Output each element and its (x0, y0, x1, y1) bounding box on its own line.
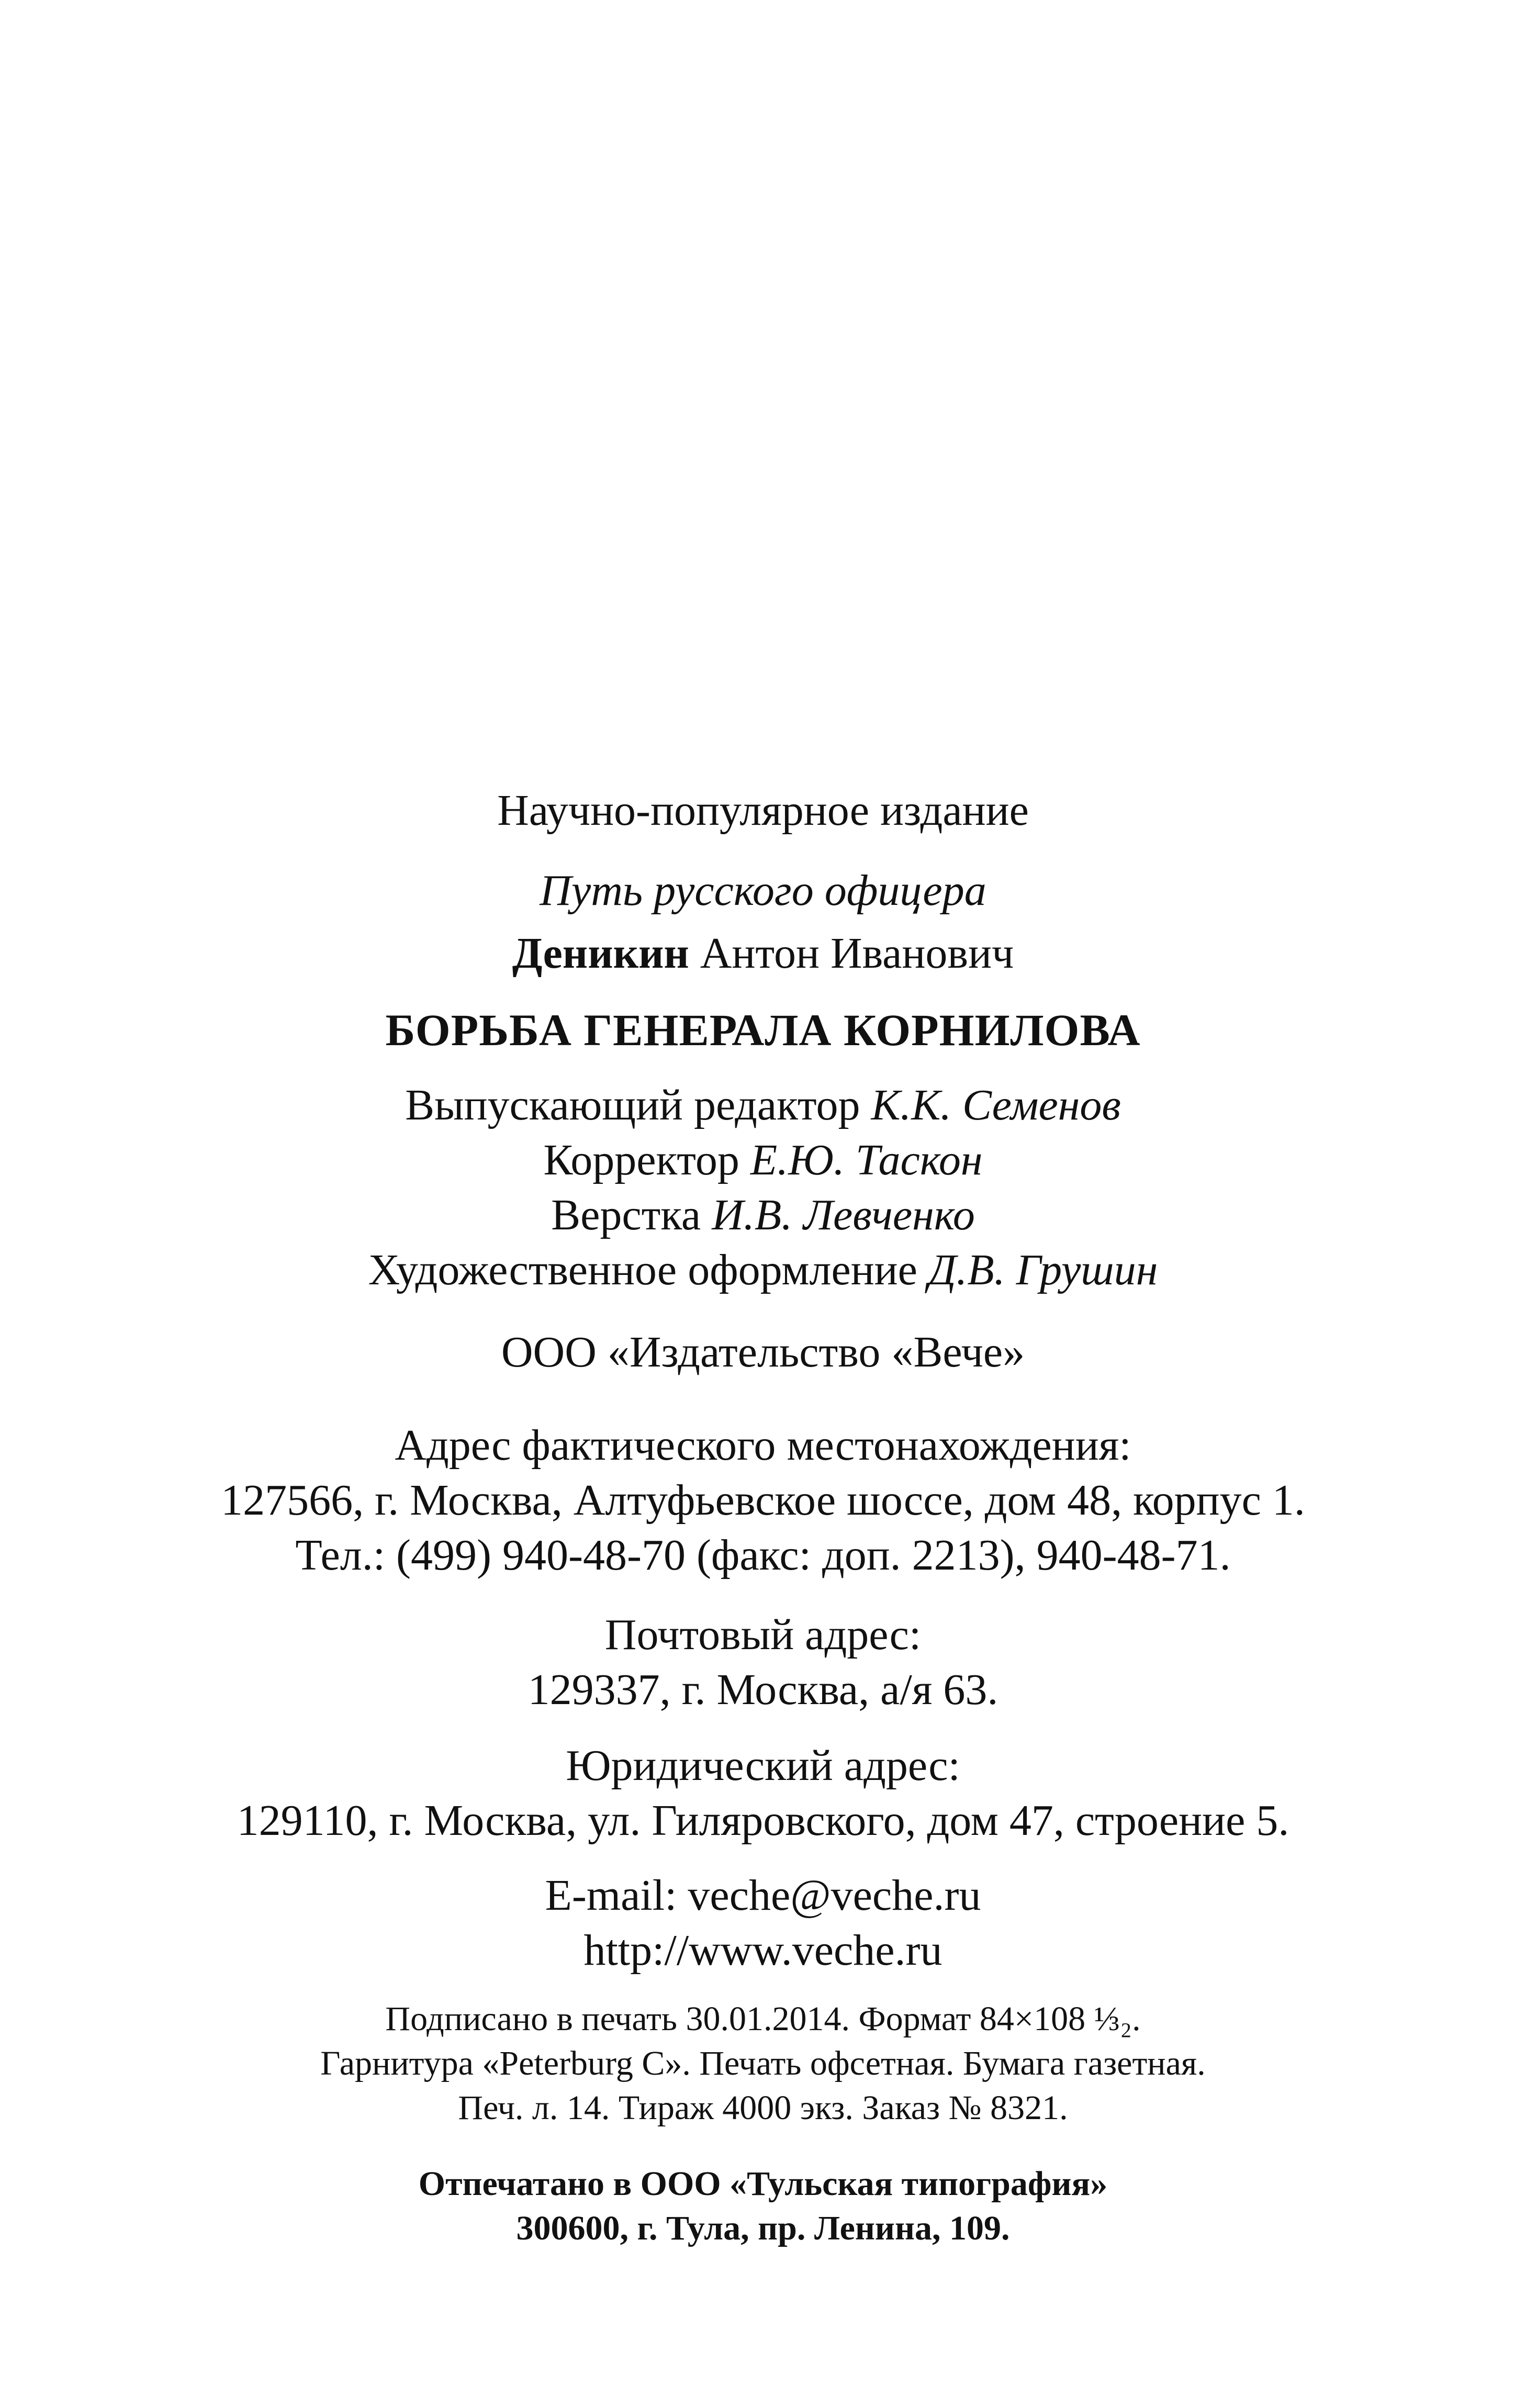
publisher-name: ООО «Издательство «Вече» (501, 1328, 1025, 1376)
credit-person: Е.Ю. Таскон (750, 1136, 983, 1184)
credit-person: К.К. Семенов (871, 1081, 1121, 1129)
book-title: БОРЬБА ГЕНЕРАЛА КОРНИЛОВА (385, 1005, 1141, 1055)
legal-address-label: Юридический адрес: (566, 1741, 960, 1790)
author-surname: Деникин (512, 929, 689, 978)
credit-role: Корректор (543, 1136, 739, 1184)
website-link[interactable]: http://www.veche.ru (584, 1926, 942, 1975)
series-title: Путь русского офицера (540, 866, 986, 915)
credit-role: Выпускающий редактор (405, 1081, 860, 1129)
credit-person: Д.В. Грушин (928, 1246, 1158, 1294)
actual-address: 127566, г. Москва, Алтуфьевское шоссе, дом 48, корпус 1. (221, 1476, 1305, 1525)
credit-line (0, 1248, 1526, 1292)
credit-person: И.В. Левченко (712, 1191, 975, 1239)
legal-address: 129110, г. Москва, ул. Гиляровского, дом 47, строение 5. (237, 1796, 1289, 1845)
author-line (0, 929, 1526, 978)
print-info-line: Печ. л. 14. Тираж 4000 экз. Заказ № 8321. (458, 2089, 1068, 2127)
edition-type: Научно-популярное издание (497, 786, 1029, 835)
phone-fax: Тел.: (499) 940-48-70 (факс: доп. 2213), 940-48-71. (295, 1531, 1231, 1580)
credit-role: Верстка (551, 1191, 701, 1239)
email-link[interactable]: E-mail: veche@veche.ru (545, 1871, 981, 1920)
printer-address: 300600, г. Тула, пр. Ленина, 109. (516, 2209, 1010, 2247)
credit-line (0, 1138, 1526, 1182)
credit-line (0, 1193, 1526, 1237)
postal-address: 129337, г. Москва, а/я 63. (528, 1665, 998, 1714)
credit-line (0, 1083, 1526, 1127)
print-info-line: Гарнитура «Peterburg С». Печать офсетная. Бумага газетная. (320, 2044, 1206, 2082)
actual-address-label: Адрес фактического местонахождения: (395, 1421, 1131, 1470)
print-info-line: Подписано в печать 30.01.2014. Формат 84×108 ⅓₂. (385, 2000, 1141, 2038)
credit-role: Художественное оформление (368, 1246, 917, 1294)
author-given-names: Антон Иванович (700, 929, 1014, 978)
postal-address-label: Почтовый адрес: (604, 1610, 922, 1659)
printer-name: Отпечатано в ООО «Тульская типография» (418, 2165, 1108, 2203)
